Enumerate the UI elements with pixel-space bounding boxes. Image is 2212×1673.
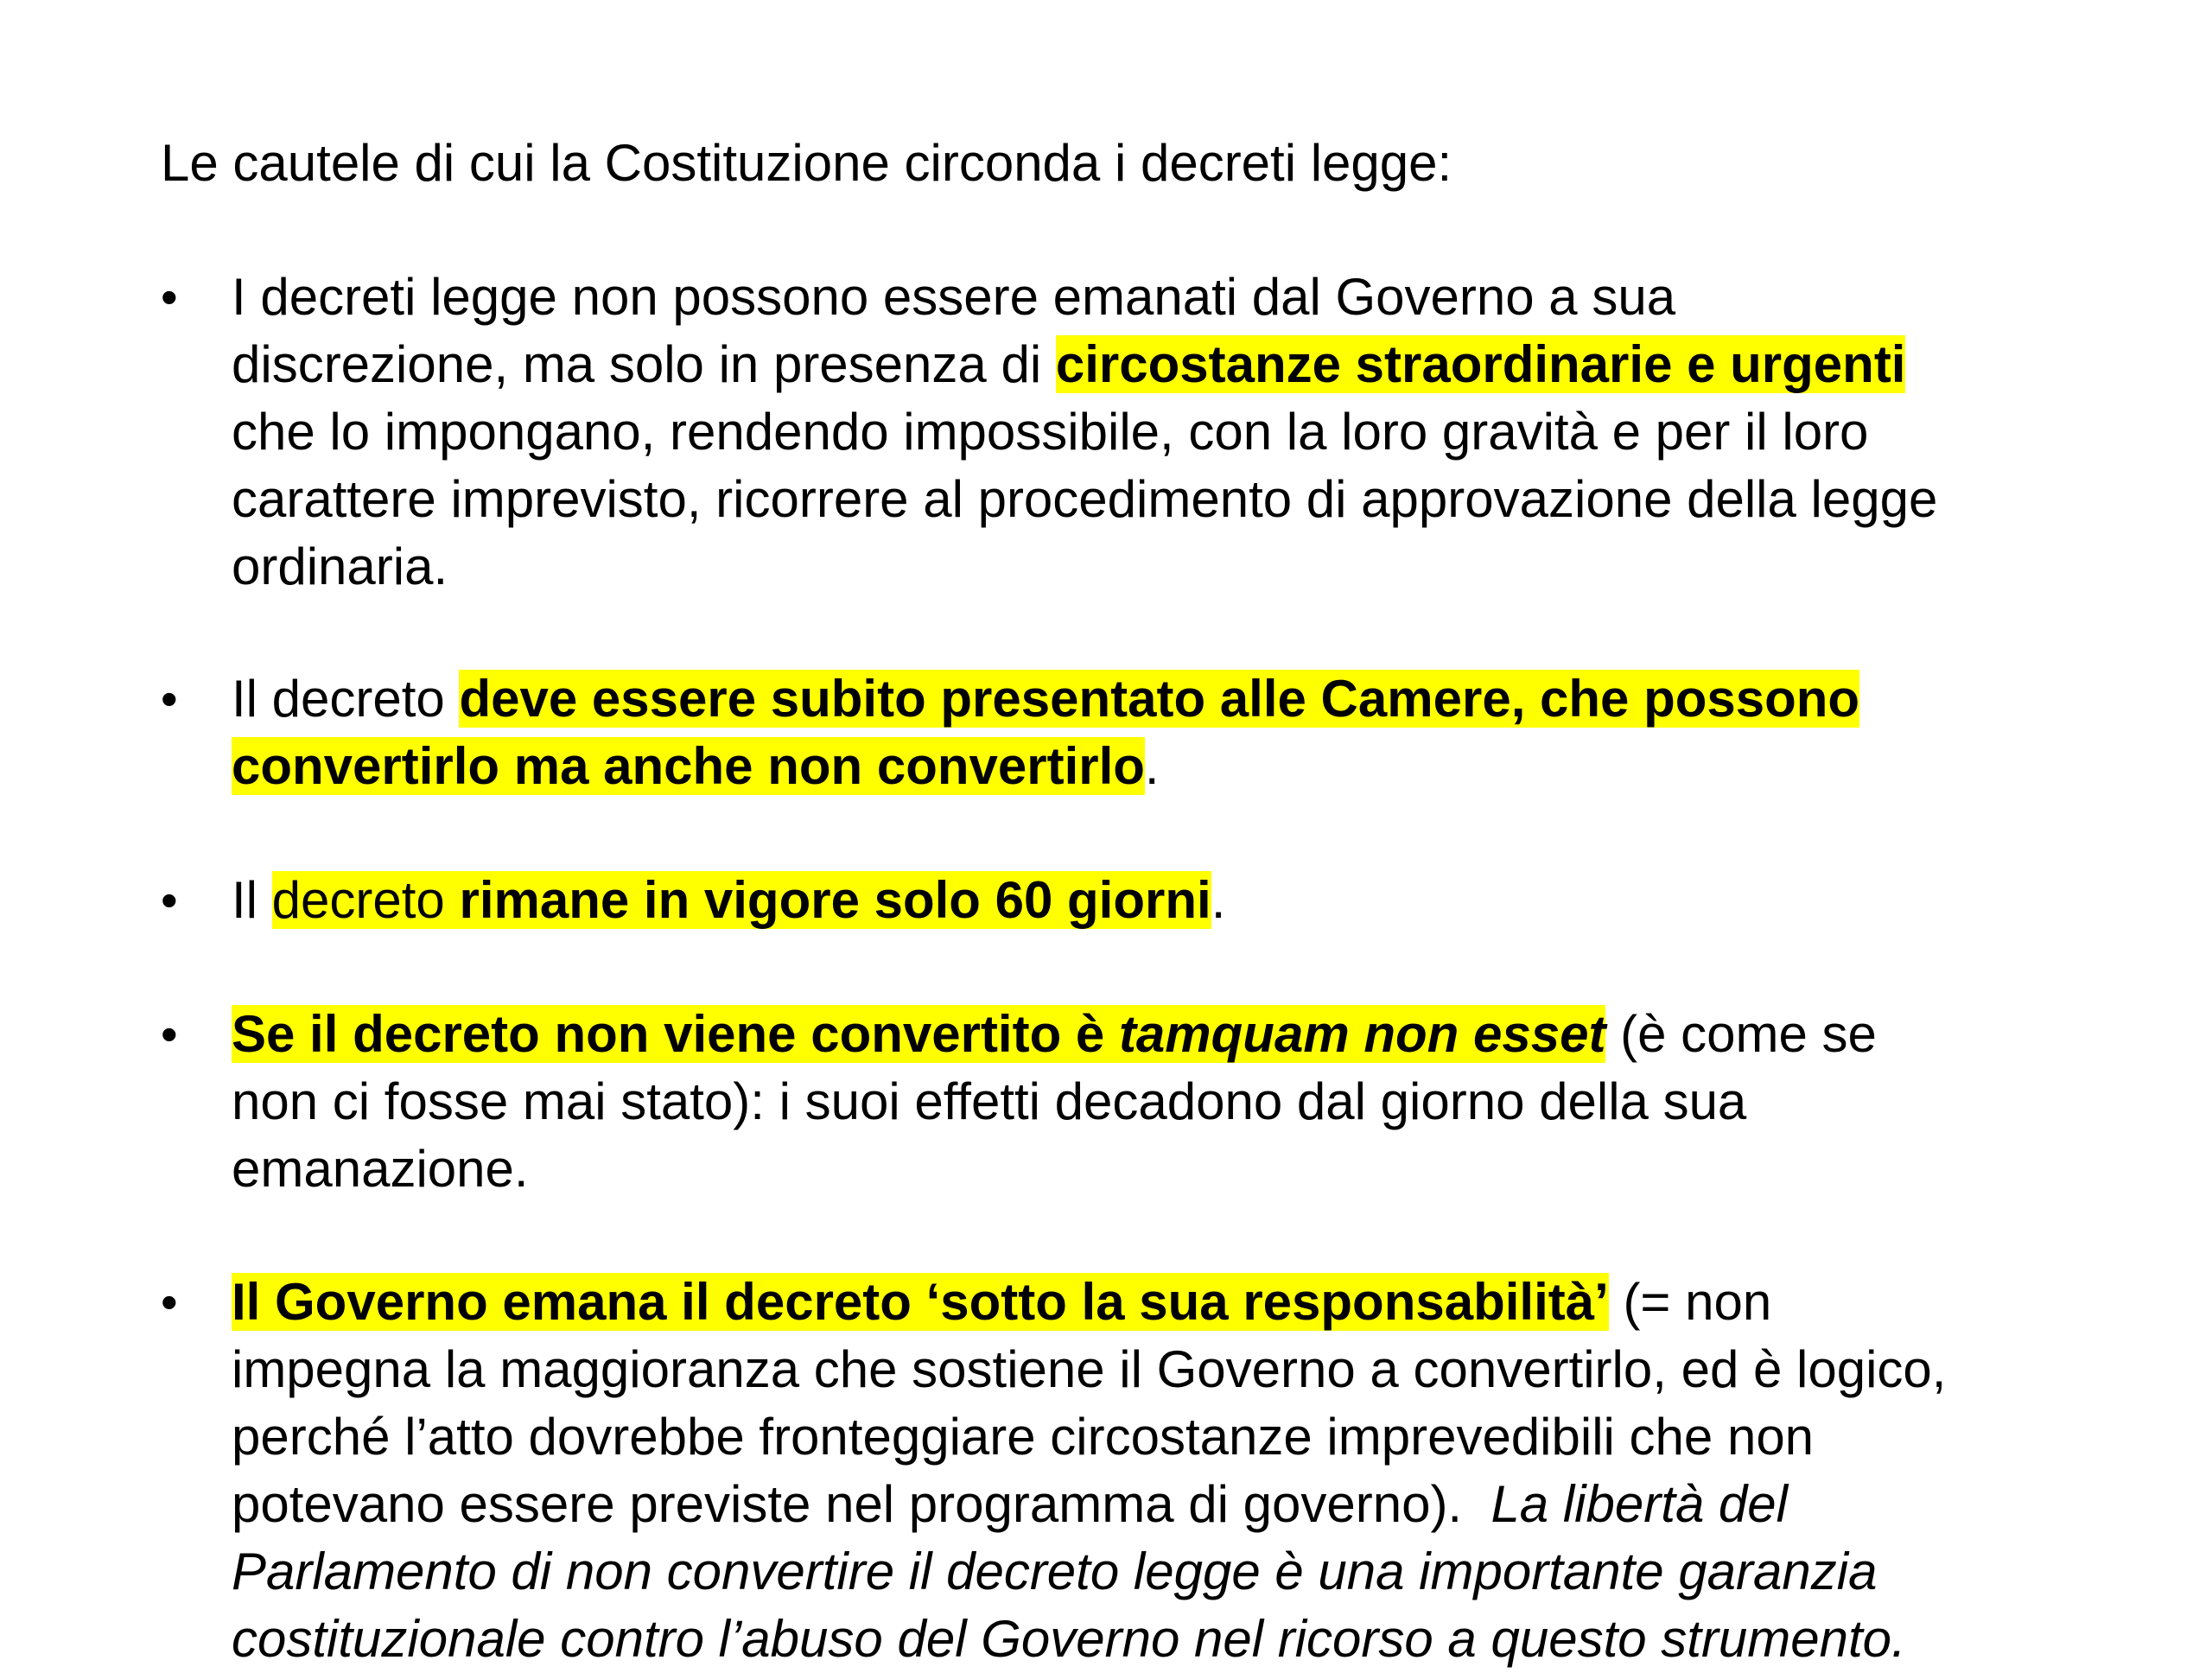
text-line: carattere imprevisto, ricorrere al procedimento di approvazione della legge: [232, 470, 1938, 528]
text-line: [232, 1606, 1946, 1673]
text-line: emanazione.: [232, 1140, 529, 1198]
bold-phrase: Se il decreto non viene convertito è: [232, 1005, 1119, 1063]
text-run: .: [1144, 737, 1160, 795]
text-line: [232, 1269, 1946, 1336]
italic-phrase: costituzionale contro l’abuso del Governo nel ricorso a questo strumento.: [232, 1610, 1906, 1668]
text-run: Il decreto: [232, 670, 460, 728]
bullet-marker: •: [161, 873, 178, 927]
text-line: I decreti legge non possono essere emanati dal Governo a sua: [232, 268, 1676, 326]
text-run: Il: [232, 871, 272, 929]
bullet-text-2: [232, 665, 1859, 800]
text-line: [232, 1471, 1946, 1538]
text-line: che lo impongano, rendendo impossibile, con la loro gravità e per il loro: [232, 403, 1869, 461]
text-line: perché l’atto dovrebbe fronteggiare circostanze imprevedibili che non: [232, 1408, 1815, 1466]
text-line: [232, 331, 1937, 398]
text-line: non ci fosse mai stato): i suoi effetti decadono dal giorno della sua: [232, 1072, 1747, 1130]
text-run: discrezione, ma solo in presenza di: [232, 335, 1056, 393]
text-line: [232, 665, 1859, 733]
text-line: [232, 1538, 1946, 1606]
italic-phrase: Parlamento di non convertire il decreto legge è una importante garanzia: [232, 1543, 1878, 1600]
intro-heading: Le cautele di cui la Costituzione circonda i decreti legge:: [161, 134, 1452, 192]
text-run: potevano essere previste nel programma di governo).: [232, 1475, 1491, 1533]
highlighted-phrase: [272, 871, 1211, 929]
text-line: impegna la maggioranza che sostiene il Governo a convertirlo, ed è logico,: [232, 1340, 1947, 1398]
text-line: [232, 867, 1225, 934]
highlighted-phrase: [232, 1005, 1605, 1063]
text-line: ordinaria.: [232, 538, 448, 595]
bullet-text-1: [232, 264, 1937, 601]
text-run: (è come se: [1605, 1005, 1877, 1063]
bullet-marker: •: [161, 1275, 178, 1329]
highlighted-phrase: Il Governo emana il decreto ‘sotto la sua responsabilità’: [232, 1273, 1609, 1331]
bullet-marker: •: [161, 1007, 178, 1061]
italic-phrase: La libertà del: [1491, 1475, 1789, 1533]
highlighted-phrase: deve essere subito presentato alle Camere, che possono: [459, 670, 1860, 728]
bullet-text-4: [232, 1001, 1877, 1203]
bullet-text-3: [232, 867, 1225, 934]
text-run: (= non: [1608, 1273, 1772, 1331]
text-line: [232, 733, 1859, 800]
bullet-marker: •: [161, 270, 178, 324]
bold-phrase: rimane in vigore solo 60 giorni: [459, 871, 1211, 929]
bullet-marker: •: [161, 671, 178, 726]
latin-phrase: tamquam non esset: [1118, 1005, 1606, 1063]
text-run: decreto: [271, 871, 460, 929]
text-line: [232, 1001, 1877, 1068]
text-run: .: [1211, 871, 1226, 929]
bullet-text-5: [232, 1269, 1946, 1673]
highlighted-phrase: convertirlo ma anche non convertirlo: [232, 737, 1145, 795]
highlighted-phrase: circostanze straordinarie e urgenti: [1055, 335, 1906, 393]
